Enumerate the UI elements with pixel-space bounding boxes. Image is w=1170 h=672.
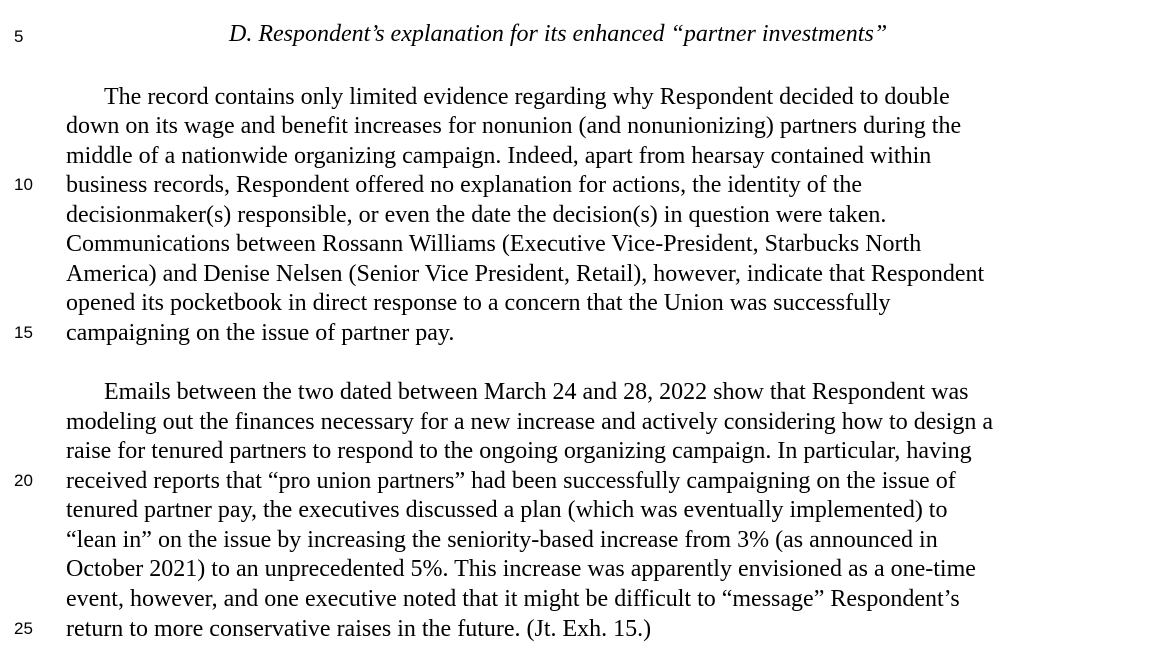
paragraph-line: return to more conservative raises in the future. (Jt. Exh. 15.) (66, 616, 652, 642)
paragraph-line: received reports that “pro union partners” had been successfully campaigning on the issue of (66, 468, 956, 494)
paragraph-line: raise for tenured partners to respond to the ongoing organizing campaign. In particular, having (66, 438, 972, 464)
line-number-15: 15 (14, 323, 33, 342)
paragraph-line: event, however, and one executive noted that it might be difficult to “message” Respondent’s (66, 586, 960, 612)
section-heading: D. Respondent’s explanation for its enhanced “partner investments” (229, 21, 888, 47)
line-number-25: 25 (14, 619, 33, 638)
paragraph-line: Communications between Rossann Williams (Executive Vice-President, Starbucks North (66, 231, 922, 257)
paragraph-line: business records, Respondent offered no explanation for actions, the identity of the (66, 172, 863, 198)
paragraph-line: opened its pocketbook in direct response to a concern that the Union was successfully (66, 290, 891, 316)
paragraph-line: decisionmaker(s) responsible, or even the date the decision(s) in question were taken. (66, 202, 887, 228)
line-number-10: 10 (14, 175, 33, 194)
paragraph-line: Emails between the two dated between March 24 and 28, 2022 show that Respondent was (104, 379, 969, 405)
line-number-20: 20 (14, 471, 33, 490)
line-number-5: 5 (14, 27, 24, 46)
paragraph-line: October 2021) to an unprecedented 5%. This increase was apparently envisioned as a one-time (66, 556, 976, 582)
paragraph-line: modeling out the finances necessary for a new increase and actively considering how to design a (66, 409, 994, 435)
paragraph-line: campaigning on the issue of partner pay. (66, 320, 455, 346)
paragraph-line: “lean in” on the issue by increasing the seniority-based increase from 3% (as announced in (66, 527, 938, 553)
paragraph-line: America) and Denise Nelsen (Senior Vice President, Retail), however, indicate that Respondent (66, 261, 985, 287)
paragraph-line: tenured partner pay, the executives discussed a plan (which was eventually implemented) to (66, 497, 948, 523)
paragraph-line: down on its wage and benefit increases for nonunion (and nonunionizing) partners during the (66, 113, 962, 139)
paragraph-line: The record contains only limited evidence regarding why Respondent decided to double (104, 84, 950, 110)
paragraph-line: middle of a nationwide organizing campaign. Indeed, apart from hearsay contained within (66, 143, 932, 169)
